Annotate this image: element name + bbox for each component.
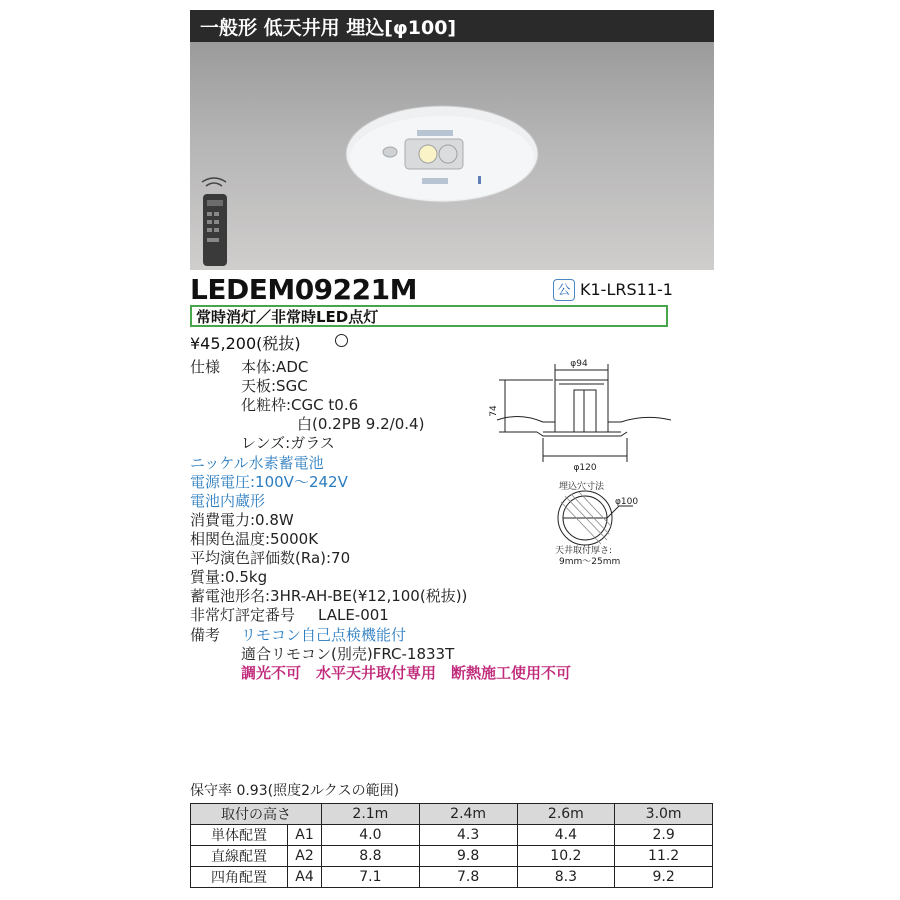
page-title: 一般形 低天井用 埋込[φ100] xyxy=(200,17,457,39)
illuminance-table xyxy=(190,803,713,888)
dim-top-label: φ94 xyxy=(570,359,588,369)
table-cell: 9.8 xyxy=(419,846,517,867)
notes-label: 備考 xyxy=(190,626,221,644)
product-photo xyxy=(190,42,714,270)
row-label: 単体配置 xyxy=(191,825,288,846)
spec-rating-label: 非常灯評定番号 xyxy=(190,606,296,624)
table-caption: 保守率 0.93(照度2ルクスの範囲) xyxy=(190,783,400,799)
fixture-indicator xyxy=(478,176,481,184)
table-header-height: 2.1m xyxy=(322,804,420,825)
ceiling-thickness-range: 9mm〜25mm xyxy=(559,557,621,567)
remote-control-icon xyxy=(202,178,227,266)
fixture-reflector xyxy=(439,145,457,163)
public-spec-code: K1-LRS11-1 xyxy=(580,280,673,299)
table-row xyxy=(191,846,713,867)
public-spec-badge: 公 xyxy=(553,279,575,301)
table-header-label: 取付の高さ xyxy=(191,804,322,825)
table-row xyxy=(191,825,713,846)
table-header-height: 2.4m xyxy=(419,804,517,825)
dim-height-label: 74 xyxy=(489,405,499,417)
table-header-height: 3.0m xyxy=(615,804,713,825)
fixture-led xyxy=(419,145,437,163)
spec-battery-model: 蓄電池形名:3HR-AH-BE(¥12,100(税抜)) xyxy=(190,587,468,605)
row-label: 四角配置 xyxy=(191,867,288,888)
subtitle: 常時消灯／非常時LED点灯 xyxy=(196,308,379,326)
table-cell: 11.2 xyxy=(615,846,713,867)
table-cell: 10.2 xyxy=(517,846,615,867)
fixture-label-bottom xyxy=(422,178,448,184)
price: ¥45,200(税抜) xyxy=(190,334,301,353)
spec-label: 仕様 xyxy=(190,358,221,376)
stock-circle-icon xyxy=(335,334,348,347)
table-row xyxy=(191,867,713,888)
table-cell: 7.8 xyxy=(419,867,517,888)
model-number: LEDEM09221M xyxy=(190,273,417,306)
table-header-row xyxy=(191,804,713,825)
note-remote-function: リモコン自己点検機能付 xyxy=(241,626,407,644)
cutout-label: 埋込穴寸法 xyxy=(559,482,605,492)
spec-body: 本体:ADC xyxy=(241,358,309,376)
note-remote-model: 適合リモコン(別売)FRC-1833T xyxy=(241,645,455,663)
table-header-height: 2.6m xyxy=(517,804,615,825)
spec-voltage: 電源電圧:100V〜242V xyxy=(190,473,348,491)
spec-frame-color: 白(0.2PB 9.2/0.4) xyxy=(297,415,425,433)
spec-rating-number: LALE-001 xyxy=(318,606,389,624)
table-cell: 8.3 xyxy=(517,867,615,888)
spec-power: 消費電力:0.8W xyxy=(190,511,294,529)
spec-cri: 平均演色評価数(Ra):70 xyxy=(190,549,351,567)
spec-cct: 相関色温度:5000K xyxy=(190,530,319,548)
spec-top-plate: 天板:SGC xyxy=(241,377,308,395)
row-code: A1 xyxy=(288,825,322,846)
table-cell: 7.1 xyxy=(322,867,420,888)
note-restrictions: 調光不可 水平天井取付専用 断熱施工使用不可 xyxy=(241,664,572,682)
spec-mass: 質量:0.5kg xyxy=(190,568,268,586)
table-cell: 4.0 xyxy=(322,825,420,846)
fixture-label-top xyxy=(417,130,453,136)
cutout-diameter-label: φ100 xyxy=(615,497,639,507)
row-label: 直線配置 xyxy=(191,846,288,867)
spec-frame: 化粧枠:CGC t0.6 xyxy=(241,396,359,414)
dimension-drawing xyxy=(485,350,700,575)
spec-lens: レンズ:ガラス xyxy=(241,434,335,452)
product-photo-illustration xyxy=(190,42,714,270)
row-code: A4 xyxy=(288,867,322,888)
spec-battery-type: ニッケル水素蓄電池 xyxy=(190,454,324,472)
table-cell: 8.8 xyxy=(322,846,420,867)
dim-bottom-label: φ120 xyxy=(573,463,597,473)
ceiling-thickness-label: 天井取付厚さ: xyxy=(555,546,613,556)
spec-battery-builtin: 電池内蔵形 xyxy=(190,492,266,510)
table-cell: 4.3 xyxy=(419,825,517,846)
table-cell: 9.2 xyxy=(615,867,713,888)
row-code: A2 xyxy=(288,846,322,867)
table-cell: 2.9 xyxy=(615,825,713,846)
fixture-sensor xyxy=(383,147,397,157)
table-cell: 4.4 xyxy=(517,825,615,846)
